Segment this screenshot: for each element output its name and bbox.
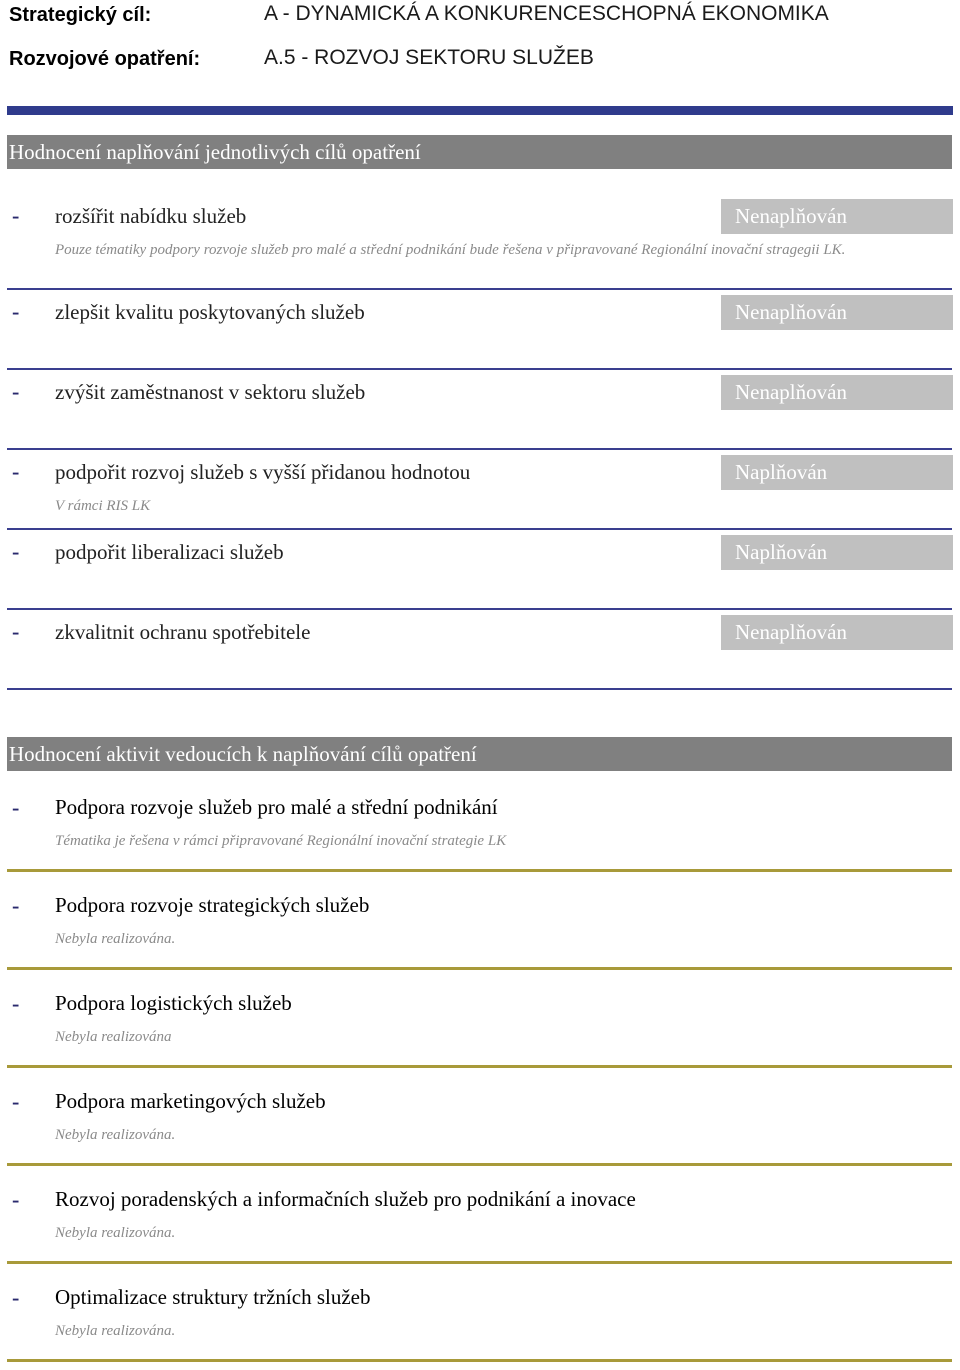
activity-divider (7, 869, 952, 872)
activity-4-dash: - (12, 1089, 20, 1114)
goal-5-text: podpořit liberalizaci služeb (55, 540, 284, 564)
goal-1-status: Nenaplňován (721, 199, 953, 234)
header-divider (7, 106, 953, 115)
goal-6-dash: - (12, 619, 20, 644)
activity-divider (7, 967, 952, 970)
goal-1-text: rozšířit nabídku služeb (55, 204, 247, 228)
strategic-goal-value: A - DYNAMICKÁ A KONKURENCESCHOPNÁ EKONOMIKA (264, 2, 829, 25)
goal-2-dash: - (12, 299, 20, 324)
activity-6-dash: - (12, 1285, 20, 1310)
activity-4-text: Podpora marketingových služeb (55, 1089, 326, 1113)
goal-4-text: podpořit rozvoj služeb s vyšší přidanou hodnotou (55, 460, 471, 484)
goal-3-dash: - (12, 379, 20, 404)
activity-1-note: Tématika je řešena v rámci připravované Regionální inovační strategie LK (55, 833, 507, 849)
goal-6-text: zkvalitnit ochranu spotřebitele (55, 620, 311, 644)
activity-5-text: Rozvoj poradenských a informačních služeb pro podnikání a inovace (55, 1187, 636, 1211)
activity-3-text: Podpora logistických služeb (55, 991, 292, 1015)
activity-3-note: Nebyla realizována (55, 1029, 172, 1045)
activity-divider (7, 1261, 952, 1264)
goal-4-status: Naplňován (721, 455, 953, 490)
goal-3-status: Nenaplňován (721, 375, 953, 410)
goal-4-dash: - (12, 459, 20, 484)
activity-divider (7, 1359, 952, 1362)
goal-divider (7, 368, 952, 370)
activity-3-dash: - (12, 991, 20, 1016)
goal-2-text: zlepšit kvalitu poskytovaných služeb (55, 300, 365, 324)
activities-section-title: Hodnocení aktivit vedoucích k naplňování cílů opatření (7, 737, 952, 771)
goal-divider (7, 528, 952, 530)
measure-value: A.5 - ROZVOJ SEKTORU SLUŽEB (264, 46, 594, 69)
goal-5-dash: - (12, 539, 20, 564)
activity-4-note: Nebyla realizována. (55, 1127, 176, 1143)
goal-divider (7, 608, 952, 610)
activity-1-text: Podpora rozvoje služeb pro malé a střední podnikání (55, 795, 498, 819)
goals-section-title: Hodnocení naplňování jednotlivých cílů opatření (7, 135, 952, 169)
activity-2-text: Podpora rozvoje strategických služeb (55, 893, 370, 917)
activity-5-dash: - (12, 1187, 20, 1212)
activity-2-dash: - (12, 893, 20, 918)
goal-1-note: Pouze tématiky podpory rozvoje služeb pro malé a střední podnikání bude řešena v připravované Regionální inovační stragegii LK. (55, 242, 846, 258)
activity-divider (7, 1065, 952, 1068)
activity-5-note: Nebyla realizována. (55, 1225, 176, 1241)
activity-6-text: Optimalizace struktury tržních služeb (55, 1285, 371, 1309)
strategic-goal-label: Strategický cíl: (9, 4, 152, 26)
goal-2-status: Nenaplňován (721, 295, 953, 330)
goal-4-note: V rámci RIS LK (55, 498, 151, 514)
measure-label: Rozvojové opatření: (9, 48, 201, 70)
activity-6-note: Nebyla realizována. (55, 1323, 176, 1339)
activity-2-note: Nebyla realizována. (55, 931, 176, 947)
goal-3-text: zvýšit zaměstnanost v sektoru služeb (55, 380, 366, 404)
activity-divider (7, 1163, 952, 1166)
goal-divider (7, 688, 952, 690)
goal-divider (7, 448, 952, 450)
goal-1-dash: - (12, 203, 20, 228)
goal-5-status: Naplňován (721, 535, 953, 570)
goal-6-status: Nenaplňován (721, 615, 953, 650)
activity-1-dash: - (12, 795, 20, 820)
goal-divider (7, 288, 952, 290)
